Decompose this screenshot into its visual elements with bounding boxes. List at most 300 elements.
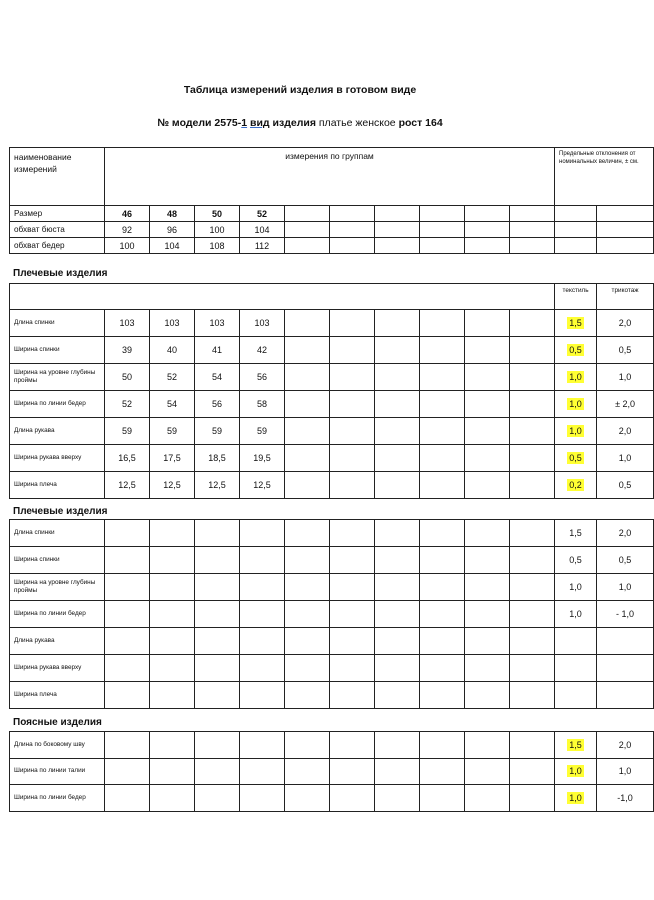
empty-cell — [555, 222, 597, 238]
empty-cell — [330, 574, 375, 601]
measurement-value: 56 — [195, 391, 240, 418]
empty-cell — [195, 601, 240, 628]
knit-deviation: - 1,0 — [597, 601, 654, 628]
empty-cell — [105, 601, 150, 628]
knit-deviation: 2,0 — [597, 520, 654, 547]
row-label: Ширина рукава вверху — [10, 655, 105, 682]
empty-cell — [375, 445, 420, 472]
measurement-value: 59 — [195, 418, 240, 445]
empty-cell — [465, 445, 510, 472]
table-row — [10, 364, 654, 391]
empty-cell — [285, 655, 330, 682]
empty-cell — [105, 520, 150, 547]
empty-cell — [465, 547, 510, 574]
size-value: 104 — [240, 222, 285, 238]
measurement-value: 59 — [105, 418, 150, 445]
empty-cell — [285, 364, 330, 391]
empty-cell — [285, 472, 330, 499]
empty-cell — [330, 682, 375, 709]
empty-cell — [375, 547, 420, 574]
row-label: Длина спинки — [10, 310, 105, 337]
empty-cell — [285, 418, 330, 445]
empty-cell — [195, 785, 240, 812]
empty-cell — [597, 238, 654, 254]
empty-cell — [420, 655, 465, 682]
table-row — [10, 222, 654, 238]
empty-cell — [285, 547, 330, 574]
textile-deviation — [555, 785, 597, 812]
row-label: Ширина плеча — [10, 682, 105, 709]
empty-cell — [465, 628, 510, 655]
empty-cell — [240, 574, 285, 601]
measurement-value: 59 — [150, 418, 195, 445]
measurement-value: 103 — [240, 310, 285, 337]
shoulder-table-2 — [9, 519, 654, 709]
model-suffix: 1 — [241, 117, 248, 129]
empty-cell — [375, 574, 420, 601]
empty-cell — [105, 547, 150, 574]
table-row — [10, 628, 654, 655]
empty-cell — [195, 758, 240, 785]
highlighted-value: 1,0 — [569, 399, 582, 409]
textile-deviation: 1,5 — [555, 520, 597, 547]
empty-cell — [375, 655, 420, 682]
knit-deviation: 0,5 — [597, 547, 654, 574]
row-label: Размер — [10, 206, 105, 222]
empty-cell — [150, 785, 195, 812]
empty-cell — [375, 785, 420, 812]
row-label-hips: Ширина по линии бедер — [10, 391, 105, 418]
size-value: 46 — [105, 206, 150, 222]
table-row — [10, 601, 654, 628]
measurement-value: 56 — [240, 364, 285, 391]
empty-cell — [420, 547, 465, 574]
table-row — [10, 310, 654, 337]
empty-cell — [195, 574, 240, 601]
empty-cell — [465, 758, 510, 785]
empty-cell — [330, 628, 375, 655]
empty-cell — [510, 418, 555, 445]
empty-cell — [150, 682, 195, 709]
empty-cell — [105, 655, 150, 682]
model-label: № модели 2575- — [157, 117, 242, 129]
empty-cell — [105, 574, 150, 601]
row-label: Ширина плеча — [10, 472, 105, 499]
empty-cell — [285, 238, 330, 254]
size-value: 48 — [150, 206, 195, 222]
empty-cell — [285, 785, 330, 812]
empty-cell — [510, 601, 555, 628]
empty-cell — [420, 310, 465, 337]
empty-cell — [465, 391, 510, 418]
row-label: Ширина спинки — [10, 337, 105, 364]
empty-cell — [330, 337, 375, 364]
empty-cell — [510, 732, 555, 759]
empty-cell — [420, 520, 465, 547]
row-label: Длина по боковому шву — [10, 732, 105, 759]
empty-cell — [330, 655, 375, 682]
empty-cell — [375, 238, 420, 254]
empty-cell — [465, 472, 510, 499]
empty-cell — [285, 574, 330, 601]
empty-cell — [240, 628, 285, 655]
empty-cell — [330, 391, 375, 418]
table-row — [10, 732, 654, 759]
empty-cell — [285, 732, 330, 759]
highlighted-value: 1,0 — [569, 792, 582, 803]
measurement-value: 58 — [240, 391, 285, 418]
empty-cell — [510, 472, 555, 499]
empty-cell — [150, 601, 195, 628]
empty-cell — [465, 520, 510, 547]
row-label: обхват бедер — [10, 238, 105, 254]
empty-cell — [465, 337, 510, 364]
size-value: 104 — [150, 238, 195, 254]
empty-cell — [375, 601, 420, 628]
empty-cell — [105, 758, 150, 785]
knit-deviation — [597, 655, 654, 682]
measurement-value: 54 — [195, 364, 240, 391]
row-label: обхват бюста — [10, 222, 105, 238]
product-name: платье женское — [318, 117, 396, 129]
knit-deviation: 1,0 — [597, 364, 654, 391]
size-value: 50 — [195, 206, 240, 222]
empty-cell — [465, 418, 510, 445]
empty-cell — [150, 520, 195, 547]
table-row — [10, 391, 654, 418]
empty-cell — [375, 758, 420, 785]
table-row — [10, 655, 654, 682]
empty-cell — [240, 520, 285, 547]
empty-cell — [420, 364, 465, 391]
table-row — [10, 206, 654, 222]
empty-cell — [150, 628, 195, 655]
empty-cell — [465, 238, 510, 254]
empty-cell — [330, 785, 375, 812]
table-row — [10, 547, 654, 574]
empty-cell — [510, 655, 555, 682]
highlighted-value: 1,0 — [569, 766, 582, 777]
empty-cell — [510, 628, 555, 655]
empty-cell — [510, 364, 555, 391]
highlighted-value: 1,0 — [569, 372, 582, 382]
vid-label: вид — [250, 117, 270, 129]
knit-deviation: 1,0 — [597, 445, 654, 472]
empty-cell — [375, 732, 420, 759]
empty-cell — [195, 628, 240, 655]
empty-cell — [555, 206, 597, 222]
size-value: 96 — [150, 222, 195, 238]
table-row — [10, 238, 654, 254]
knit-deviation: 1,0 — [597, 758, 654, 785]
size-value: 100 — [195, 222, 240, 238]
empty-cell — [285, 337, 330, 364]
measurement-value: 40 — [150, 337, 195, 364]
izdelia-label: изделия — [272, 117, 316, 129]
empty-cell — [240, 547, 285, 574]
measurement-value: 18,5 — [195, 445, 240, 472]
empty-cell — [375, 364, 420, 391]
section-title-waist: Поясные изделия — [13, 717, 102, 728]
groups-header: измерения по группам — [105, 148, 555, 206]
measurement-value: 41 — [195, 337, 240, 364]
empty-cell — [420, 238, 465, 254]
empty-cell — [375, 520, 420, 547]
measurement-value: 12,5 — [240, 472, 285, 499]
empty-cell — [510, 574, 555, 601]
empty-cell — [375, 418, 420, 445]
table-row — [10, 472, 654, 499]
row-label: Длина рукава — [10, 418, 105, 445]
empty-cell — [330, 310, 375, 337]
row-label: Длина спинки — [10, 520, 105, 547]
empty-cell — [510, 337, 555, 364]
empty-cell — [150, 574, 195, 601]
measurement-value: 39 — [105, 337, 150, 364]
empty-cell — [420, 472, 465, 499]
empty-cell — [510, 758, 555, 785]
textile-deviation — [555, 655, 597, 682]
empty-cell — [105, 628, 150, 655]
empty-cell — [150, 655, 195, 682]
size-value: 108 — [195, 238, 240, 254]
empty-cell — [285, 391, 330, 418]
waist-table — [9, 731, 654, 812]
section-title-shoulder: Плечевые изделия — [13, 268, 108, 279]
knit-deviation: 0,5 — [597, 337, 654, 364]
table-row — [10, 418, 654, 445]
empty-cell — [330, 732, 375, 759]
size-value: 100 — [105, 238, 150, 254]
empty-cell — [510, 682, 555, 709]
table-row — [10, 445, 654, 472]
size-value: 52 — [240, 206, 285, 222]
empty-cell — [330, 758, 375, 785]
empty-cell — [510, 238, 555, 254]
measurement-value: 16,5 — [105, 445, 150, 472]
textile-deviation — [555, 628, 597, 655]
textile-deviation — [555, 337, 597, 364]
empty-cell — [375, 682, 420, 709]
row-label: Ширина рукава вверху — [10, 445, 105, 472]
textile-deviation: 1,0 — [555, 574, 597, 601]
knit-deviation — [597, 628, 654, 655]
table-row — [10, 574, 654, 601]
table-row — [10, 785, 654, 812]
measurement-value: 103 — [105, 310, 150, 337]
measurement-value: 52 — [105, 391, 150, 418]
textile-deviation — [555, 758, 597, 785]
empty-cell — [285, 682, 330, 709]
empty-cell — [240, 758, 285, 785]
empty-cell — [240, 682, 285, 709]
empty-cell — [285, 222, 330, 238]
empty-cell — [465, 601, 510, 628]
empty-cell — [597, 222, 654, 238]
empty-cell — [330, 445, 375, 472]
empty-cell — [285, 601, 330, 628]
measurement-value: 59 — [240, 418, 285, 445]
column-header-knit: трикотаж — [597, 284, 654, 310]
knit-deviation: 2,0 — [597, 732, 654, 759]
measurement-value: 12,5 — [150, 472, 195, 499]
textile-deviation — [555, 472, 597, 499]
empty-cell — [330, 472, 375, 499]
empty-cell — [240, 601, 285, 628]
empty-cell — [420, 222, 465, 238]
column-header-textile: текстиль — [555, 284, 597, 310]
empty-cell — [195, 682, 240, 709]
textile-deviation — [555, 682, 597, 709]
empty-cell — [465, 785, 510, 812]
empty-cell — [330, 238, 375, 254]
empty-cell — [420, 337, 465, 364]
empty-cell — [375, 391, 420, 418]
empty-cell — [510, 310, 555, 337]
measurement-value: 103 — [195, 310, 240, 337]
empty-cell — [420, 418, 465, 445]
empty-cell — [240, 655, 285, 682]
empty-cell — [420, 391, 465, 418]
table-row — [10, 758, 654, 785]
row-label: Ширина спинки — [10, 547, 105, 574]
empty-cell — [330, 222, 375, 238]
measurement-value: 103 — [150, 310, 195, 337]
empty-cell — [285, 206, 330, 222]
table-row — [10, 337, 654, 364]
empty-cell — [330, 547, 375, 574]
empty-cell — [285, 445, 330, 472]
sizes-table — [9, 147, 654, 254]
section-title-shoulder-2: Плечевые изделия — [13, 506, 108, 517]
measurement-value: 54 — [150, 391, 195, 418]
empty-cell — [375, 222, 420, 238]
row-label: Ширина по линии бедер — [10, 601, 105, 628]
document-title: Таблица измерений изделия в готовом виде — [183, 84, 417, 96]
empty-cell — [240, 732, 285, 759]
empty-cell — [105, 732, 150, 759]
name-column-header: наименование измерений — [10, 148, 105, 206]
knit-deviation: 2,0 — [597, 310, 654, 337]
empty-cell — [465, 574, 510, 601]
empty-cell — [420, 574, 465, 601]
empty-cell — [330, 601, 375, 628]
table-row — [10, 520, 654, 547]
empty-cell — [375, 628, 420, 655]
empty-cell — [510, 206, 555, 222]
empty-cell — [420, 601, 465, 628]
empty-cell — [465, 732, 510, 759]
deviation-header: Предельные отклонения от номинальных величин, ± см. — [555, 148, 654, 206]
empty-cell — [330, 364, 375, 391]
measurement-value: 42 — [240, 337, 285, 364]
empty-cell — [420, 445, 465, 472]
textile-deviation: 1,0 — [555, 601, 597, 628]
empty-cell — [195, 655, 240, 682]
empty-cell — [330, 418, 375, 445]
textile-deviation — [555, 418, 597, 445]
empty-cell — [195, 520, 240, 547]
empty-cell — [465, 310, 510, 337]
empty-cell — [330, 206, 375, 222]
row-label: Ширина на уровне глубины проймы — [10, 574, 105, 601]
knit-deviation: ± 2,0 — [597, 391, 654, 418]
textile-deviation: 0,5 — [555, 547, 597, 574]
knit-deviation: -1,0 — [597, 785, 654, 812]
highlighted-value: 1,0 — [569, 426, 582, 436]
table-row — [10, 682, 654, 709]
empty-cell — [555, 238, 597, 254]
highlighted-value: 1,5 — [569, 739, 582, 750]
knit-deviation: 1,0 — [597, 574, 654, 601]
empty-cell — [420, 758, 465, 785]
measurement-value: 52 — [150, 364, 195, 391]
size-value: 112 — [240, 238, 285, 254]
height-label: рост 164 — [398, 117, 443, 129]
empty-cell — [150, 758, 195, 785]
highlighted-value: 0,5 — [569, 453, 582, 463]
empty-cell — [375, 206, 420, 222]
empty-cell — [195, 732, 240, 759]
row-label: Ширина по линии талии — [10, 758, 105, 785]
measurement-value: 19,5 — [240, 445, 285, 472]
empty-cell — [465, 206, 510, 222]
empty-cell — [240, 785, 285, 812]
empty-cell — [375, 337, 420, 364]
row-label: Ширина по линии бедер — [10, 785, 105, 812]
empty-cell — [510, 785, 555, 812]
empty-cell — [105, 785, 150, 812]
measurement-value: 50 — [105, 364, 150, 391]
empty-cell — [465, 364, 510, 391]
empty-cell — [510, 222, 555, 238]
textile-deviation — [555, 732, 597, 759]
empty-cell — [375, 310, 420, 337]
textile-deviation — [555, 310, 597, 337]
measurement-value: 17,5 — [150, 445, 195, 472]
knit-deviation: 2,0 — [597, 418, 654, 445]
measurement-value: 12,5 — [105, 472, 150, 499]
empty-cell — [465, 222, 510, 238]
empty-cell — [150, 547, 195, 574]
empty-cell — [285, 758, 330, 785]
highlighted-value: 0,2 — [569, 480, 582, 490]
empty-cell — [285, 310, 330, 337]
knit-deviation: 0,5 — [597, 472, 654, 499]
empty-cell — [285, 628, 330, 655]
empty-cell — [105, 682, 150, 709]
row-label: Длина рукава — [10, 628, 105, 655]
highlighted-value: 1,5 — [569, 318, 582, 328]
shoulder-table — [9, 283, 654, 499]
model-line — [0, 117, 600, 129]
empty-cell — [420, 206, 465, 222]
empty-cell — [510, 391, 555, 418]
empty-cell — [510, 445, 555, 472]
knit-deviation — [597, 682, 654, 709]
empty-cell — [195, 547, 240, 574]
empty-cell — [465, 682, 510, 709]
empty-cell — [420, 628, 465, 655]
column-header-spacer — [10, 284, 555, 310]
empty-cell — [510, 520, 555, 547]
textile-deviation — [555, 445, 597, 472]
row-label: Ширина на уровне глубины проймы — [10, 364, 105, 391]
empty-cell — [597, 206, 654, 222]
empty-cell — [330, 520, 375, 547]
empty-cell — [420, 682, 465, 709]
empty-cell — [150, 732, 195, 759]
